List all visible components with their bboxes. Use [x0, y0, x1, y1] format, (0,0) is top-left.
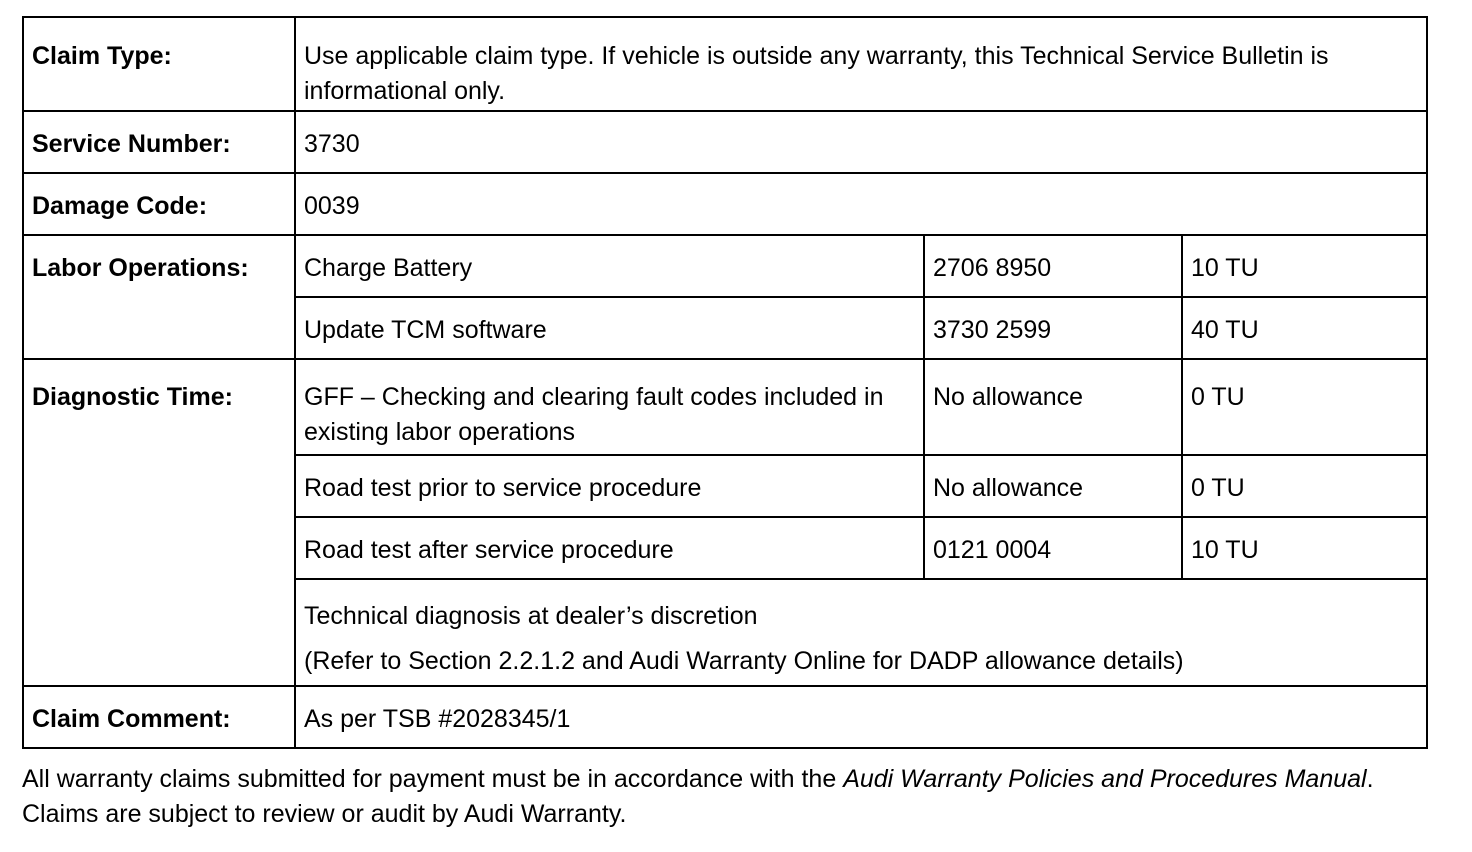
claim-comment-value: As per TSB #2028345/1 [295, 686, 1427, 748]
labor-operation-code: 2706 8950 [924, 235, 1182, 297]
claim-type-row [23, 17, 1427, 111]
labor-operation-row [23, 235, 1427, 297]
diagnostic-description: Road test after service procedure [295, 517, 924, 579]
claim-type-value: Use applicable claim type. If vehicle is outside any warranty, this Technical Service Bulletin is informational only. [295, 17, 1427, 111]
labor-operations-label: Labor Operations: [23, 235, 295, 359]
damage-code-value: 0039 [295, 173, 1427, 235]
footer-text-before: All warranty claims submitted for payment must be in accordance with the [22, 765, 844, 793]
labor-operation-description: Update TCM software [295, 297, 924, 359]
claim-info-table [22, 16, 1428, 749]
warranty-footer-note [22, 762, 1422, 832]
damage-code-row [23, 173, 1427, 235]
diagnostic-time: 0 TU [1182, 359, 1427, 455]
damage-code-label: Damage Code: [23, 173, 295, 235]
diagnostic-time: 0 TU [1182, 455, 1427, 517]
service-number-row [23, 111, 1427, 173]
diagnostic-code: No allowance [924, 455, 1182, 517]
diagnostic-time: 10 TU [1182, 517, 1427, 579]
labor-operation-description: Charge Battery [295, 235, 924, 297]
claim-type-label: Claim Type: [23, 17, 295, 111]
claim-comment-label: Claim Comment: [23, 686, 295, 748]
technical-diagnosis-cell [295, 579, 1427, 686]
technical-diagnosis-text: Technical diagnosis at dealer’s discretion [304, 602, 758, 630]
diagnostic-description: GFF – Checking and clearing fault codes included in existing labor operations [295, 359, 924, 455]
manual-title: Audi Warranty Policies and Procedures Manual [843, 765, 1367, 793]
service-number-label: Service Number: [23, 111, 295, 173]
labor-operation-time: 40 TU [1182, 297, 1427, 359]
diagnostic-description: Road test prior to service procedure [295, 455, 924, 517]
labor-operation-time: 10 TU [1182, 235, 1427, 297]
footer-text-after: . Claims are subject to review or audit by Audi Warranty. [22, 765, 1374, 828]
claim-comment-row [23, 686, 1427, 748]
diagnostic-code: No allowance [924, 359, 1182, 455]
service-number-value: 3730 [295, 111, 1427, 173]
technical-diagnosis-note: (Refer to Section 2.2.1.2 and Audi Warranty Online for DADP allowance details) [304, 647, 1184, 675]
warranty-document [22, 16, 1426, 832]
labor-operation-code: 3730 2599 [924, 297, 1182, 359]
diagnostic-time-row [23, 359, 1427, 455]
diagnostic-code: 0121 0004 [924, 517, 1182, 579]
diagnostic-time-label: Diagnostic Time: [23, 359, 295, 686]
